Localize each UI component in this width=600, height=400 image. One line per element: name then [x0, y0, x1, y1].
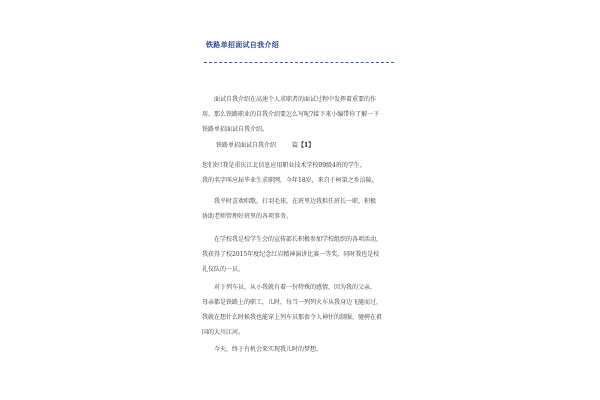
paragraph-line: 国的大川江河。	[202, 329, 245, 336]
document-title: 铁路单招面试自我介绍	[206, 40, 279, 49]
section-heading	[216, 140, 314, 149]
body-paragraph-3	[202, 232, 402, 277]
paragraph-line: 我获得了校2015年度纪念红岩精神演讲比赛一等奖，同时我也是校	[202, 251, 380, 258]
title-divider	[204, 62, 394, 63]
intro-line: 铁路单招面试自我介绍。	[202, 126, 269, 133]
intro-paragraph	[202, 92, 402, 137]
intro-line: 用。那么铁路职业的自我介绍要怎么写呢?接下来小编带你了解一下	[202, 111, 380, 118]
intro-line: 面试自我介绍在高速个人求职者的面试过程中发挥着重要的作	[214, 96, 377, 103]
body-paragraph-4	[202, 280, 402, 340]
paragraph-line: 我平时喜欢唱歌，打羽毛球，在班里边我担任班长一职，积极	[214, 198, 377, 205]
section-heading-label: 铁路单招面试自我介绍	[216, 142, 277, 149]
paragraph-line: 您们好!我是重庆江北信息应用职业技术学校09级4班的学生，	[202, 162, 366, 169]
paragraph-line: 协助老师管理好班里的各项事务。	[202, 213, 293, 220]
paragraph-line: 对于列车员，从小我就有着一份特殊的感情，因为我的父亲，	[214, 284, 377, 291]
paragraph-line: 我的名字叫应届毕业生求职网，今年18岁，来自于柯第之乡涪陵。	[202, 177, 378, 184]
paragraph-line: 我就在想什么时候我也能穿上列车员那套令人神往的制服，驰骋在祖	[202, 314, 383, 321]
section-heading-part: 篇	[292, 142, 299, 149]
paragraph-line: 母亲都是铁路上的职工，儿时，每当一列列火车从我身边飞驰而过，	[202, 299, 383, 306]
body-paragraph-1	[202, 158, 402, 188]
paragraph-line: 礼仪队的一员。	[202, 266, 245, 273]
body-paragraph-5	[202, 342, 402, 357]
paragraph-line: 在学校我是校学生会的宣传部长积极参加学校组织的各项活动，	[214, 236, 383, 243]
section-heading-number: 【1】	[298, 142, 315, 149]
body-paragraph-2	[202, 194, 402, 224]
paragraph-line: 今天，终于有机会来实现我儿时的梦想。	[214, 346, 323, 353]
